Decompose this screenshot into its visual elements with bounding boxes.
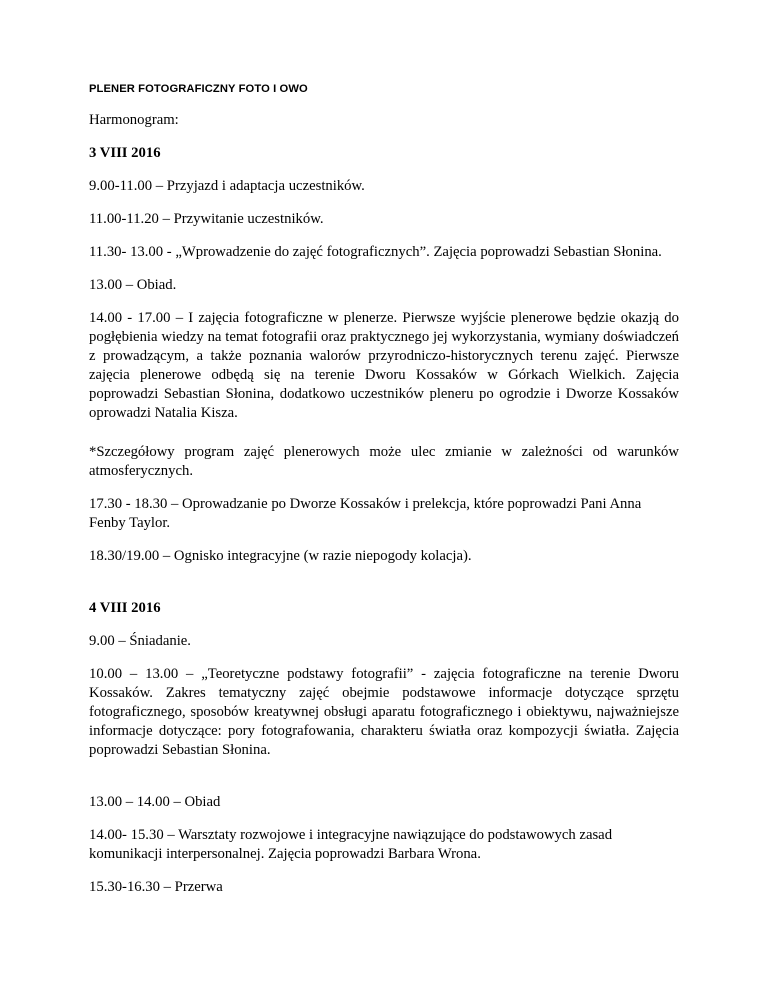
day2-date: 4 VIII 2016 — [89, 600, 161, 616]
schedule-item: 13.00 – Obiad. — [89, 277, 177, 293]
day1-date: 3 VIII 2016 — [89, 145, 161, 161]
schedule-item: 11.00-11.20 – Przywitanie uczestników. — [89, 211, 324, 227]
schedule-item: 13.00 – 14.00 – Obiad — [89, 794, 221, 810]
schedule-item: 17.30 - 18.30 – Oprowadzanie po Dworze Kossaków i prelekcja, które poprowadzi Pani Anna Fenby Taylor. — [89, 496, 642, 531]
harmonogram-label: Harmonogram: — [89, 112, 179, 128]
schedule-item: 14.00 - 17.00 – I zajęcia fotograficzne w plenerze. Pierwsze wyjście plenerowe będzie okazją do pogłębienia wiedzy na temat fotografii oraz praktycznego jej wykorzystania, wymiany doświadczeń z prowadzącym, a także poznania walorów przyrodniczo-historycznych terenu zajęć. Pierwsze zajęcia plenerowe odbędą się na terenie Dworu Kossaków w Górkach Wielkich. Zajęcia poprowadzi Sebastian Słonina, dodatkowo uczestników pleneru po ogrodzie i Dworze Kossaków oprowadzi Natalia Kisza. — [89, 310, 679, 421]
schedule-item: 9.00-11.00 – Przyjazd i adaptacja uczestników. — [89, 178, 365, 194]
schedule-item: 10.00 – 13.00 – „Teoretyczne podstawy fotografii” - zajęcia fotograficzne na terenie Dworu Kossaków. Zakres tematyczny zajęć obejmie podstawowe informacje dotyczące sprzętu fotograficznego, sposobów kreatywnej obsługi aparatu fotograficznego i obiektywu, najważniejsze informacje dotyczące: pory fotografowania, charakteru światła oraz kompozycji światła. Zajęcia poprowadzi Sebastian Słonina. — [89, 666, 679, 758]
schedule-note: *Szczegółowy program zajęć plenerowych może ulec zmianie w zależności od warunków atmosferycznych. — [89, 444, 679, 479]
document-content — [89, 82, 679, 897]
document-title: PLENER FOTOGRAFICZNY FOTO I OWO — [89, 83, 308, 95]
schedule-item: 15.30-16.30 – Przerwa — [89, 879, 223, 895]
schedule-item: 11.30- 13.00 - „Wprowadzenie do zajęć fotograficznych”. Zajęcia poprowadzi Sebastian Słonina. — [89, 244, 662, 260]
schedule-item: 9.00 – Śniadanie. — [89, 633, 191, 649]
schedule-item: 18.30/19.00 – Ognisko integracyjne (w razie niepogody kolacja). — [89, 548, 472, 564]
schedule-item: 14.00- 15.30 – Warsztaty rozwojowe i integracyjne nawiązujące do podstawowych zasad komunikacji interpersonalnej. Zajęcia poprowadzi Barbara Wrona. — [89, 827, 613, 862]
